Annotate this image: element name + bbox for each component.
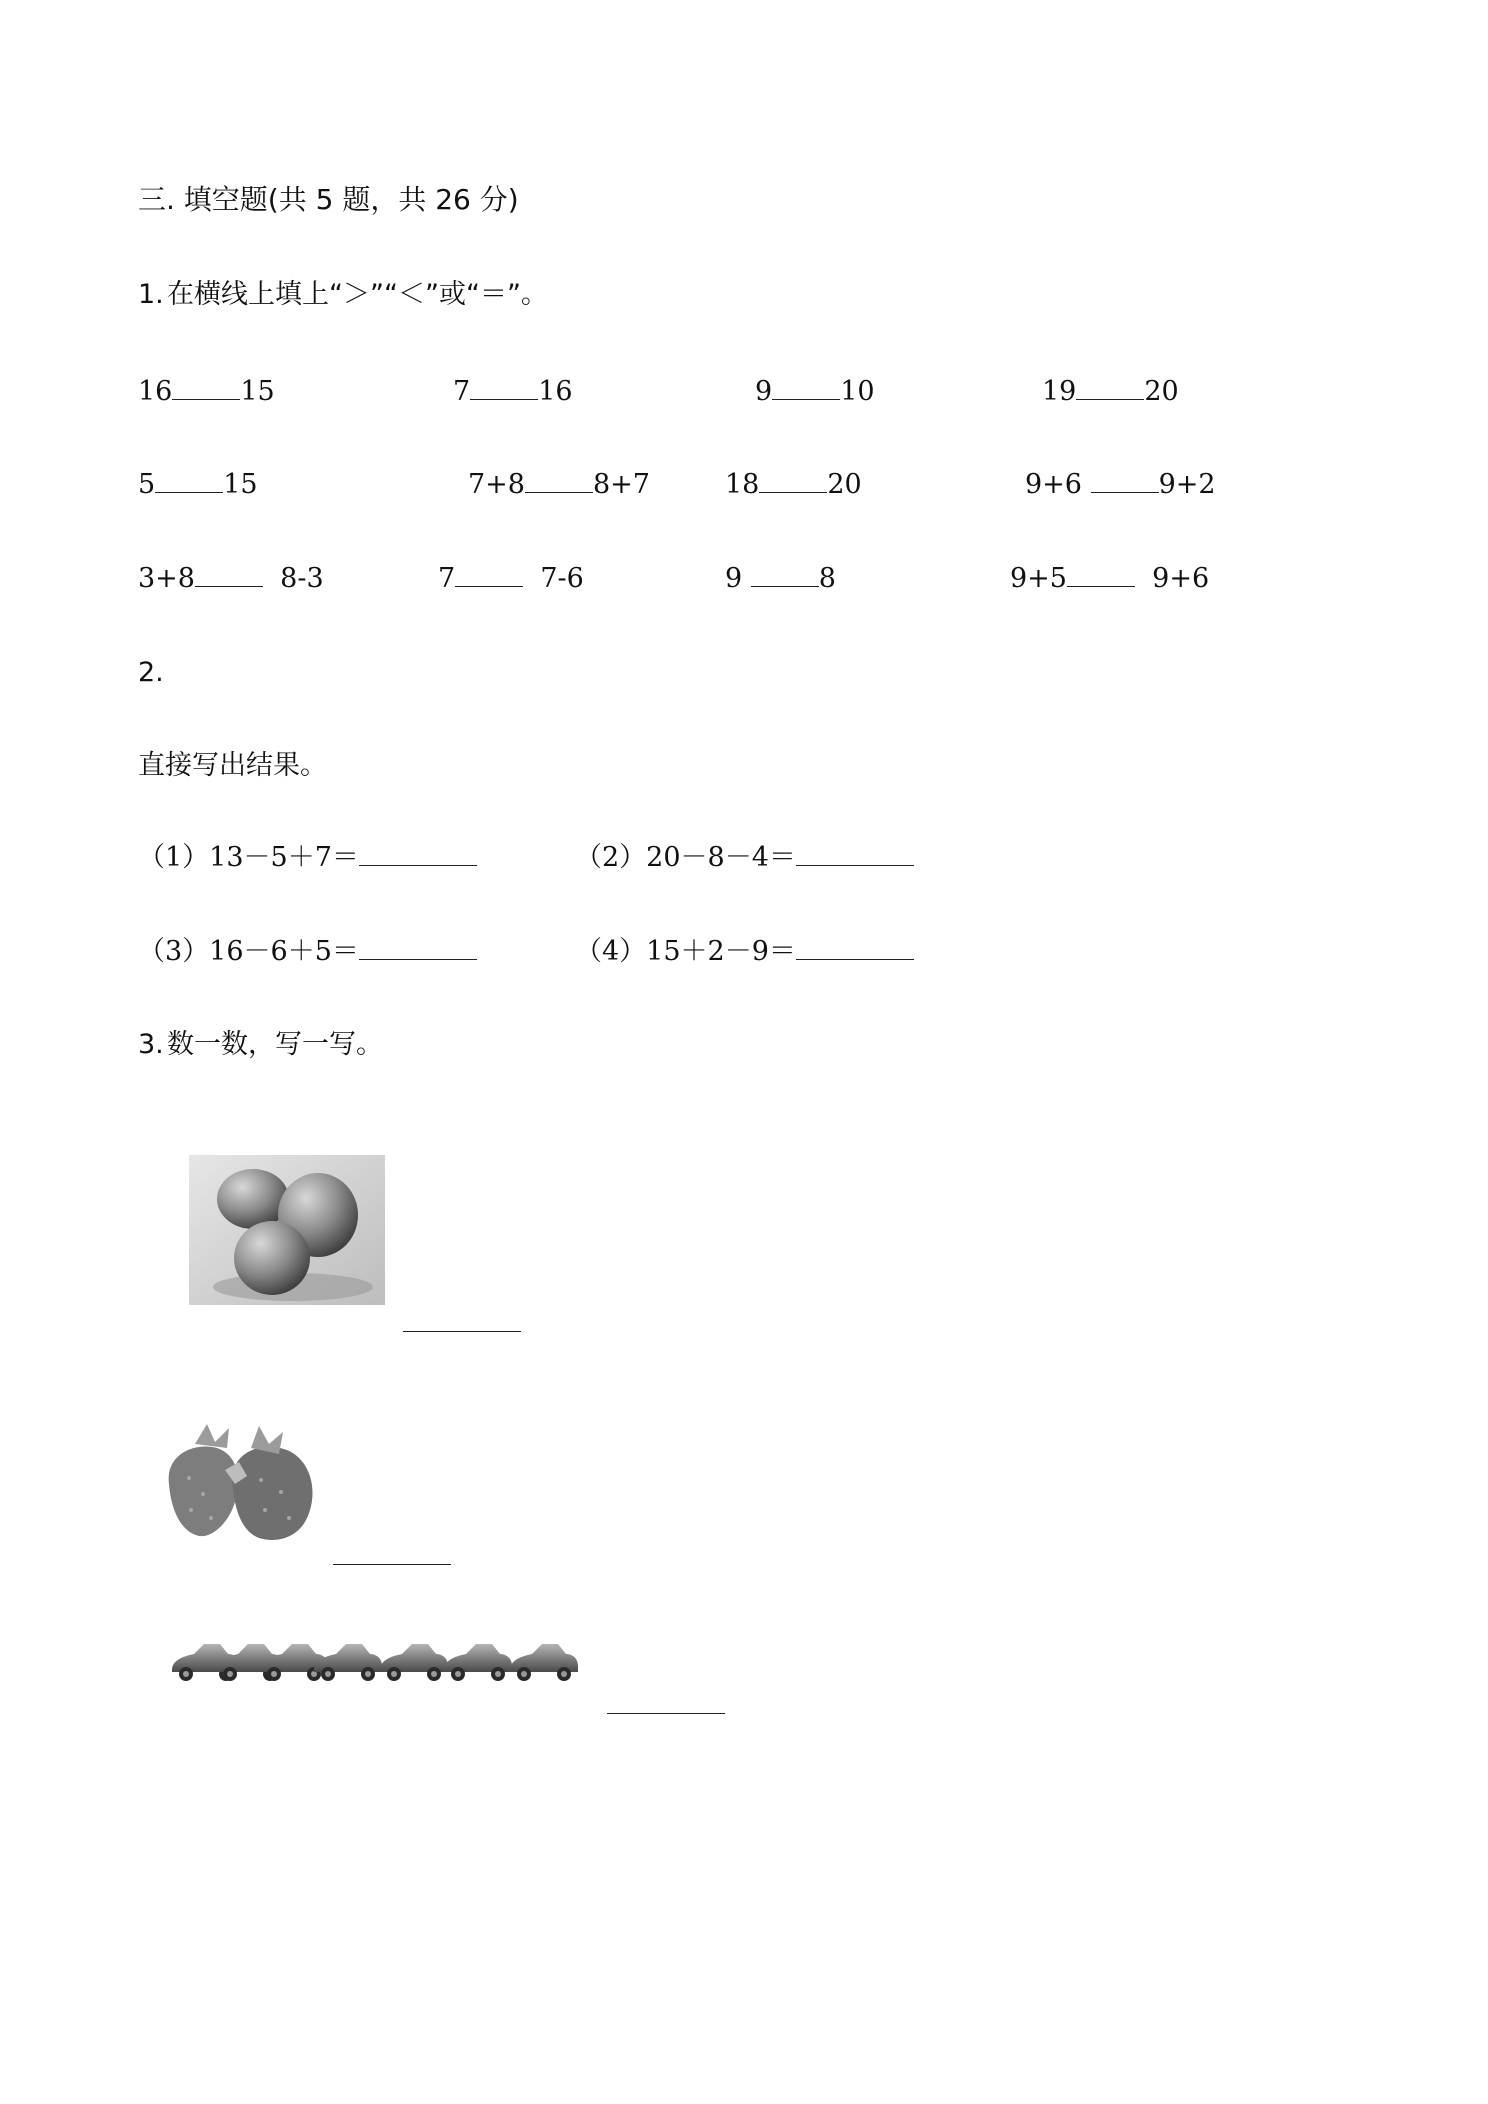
answer-blank[interactable] (172, 377, 240, 400)
q2-item: （4）15＋2－9＝ (575, 937, 914, 965)
section-title: 三. 填空题(共 5 题，共 26 分) (138, 183, 519, 216)
q1-item: 3+8 8-3 (138, 563, 324, 594)
answer-blank[interactable] (607, 1713, 725, 1714)
strawberry-icon (169, 1447, 238, 1537)
q3-prompt: 数一数，写一写。 (167, 1029, 383, 1060)
q2-item: （1）13－5＋7＝ (138, 843, 477, 871)
q1-item: 9+5 9+6 (1010, 563, 1210, 594)
car-icon (510, 1644, 578, 1681)
q2-item: （2）20－8－4＝ (575, 843, 914, 871)
strawberry-icon (232, 1447, 312, 1540)
q1-item: 7 7-6 (438, 563, 584, 594)
answer-blank[interactable] (359, 937, 477, 960)
q1-prompt: 在横线上填上“＞”“＜”或“＝”。 (167, 279, 548, 310)
car-icon (314, 1644, 382, 1681)
q1-item: 7 16 (453, 376, 573, 407)
q1-item: 9+6 9+2 (1025, 469, 1216, 500)
q1-item: 19 20 (1042, 376, 1179, 407)
q2-number: 2. (138, 657, 164, 688)
lemons-picture (189, 1155, 385, 1305)
answer-blank[interactable] (1076, 377, 1144, 400)
strawberries-picture (155, 1414, 323, 1544)
q2-item: （3）16－6＋5＝ (138, 937, 477, 965)
q1-item: 9 10 (755, 376, 875, 407)
answer-blank[interactable] (1067, 564, 1135, 587)
answer-blank[interactable] (359, 843, 477, 866)
answer-blank[interactable] (759, 470, 827, 493)
answer-blank[interactable] (470, 377, 538, 400)
lemon-icon (234, 1221, 310, 1295)
answer-blank[interactable] (751, 564, 819, 587)
q1-item: 7+8 8+7 (468, 469, 650, 500)
lemon-icon (217, 1169, 289, 1229)
q1-item: 18 20 (725, 469, 862, 500)
cars-picture (170, 1632, 590, 1692)
answer-blank[interactable] (796, 937, 914, 960)
car-icon (444, 1644, 512, 1681)
car-icon (380, 1644, 448, 1681)
answer-blank[interactable] (403, 1331, 521, 1332)
q1-item: 9 8 (725, 563, 836, 594)
answer-blank[interactable] (796, 843, 914, 866)
answer-blank[interactable] (525, 470, 593, 493)
answer-blank[interactable] (1091, 470, 1159, 493)
answer-blank[interactable] (333, 1564, 451, 1565)
answer-blank[interactable] (195, 564, 263, 587)
q1-number: 1. (138, 279, 164, 310)
q1-item: 16 15 (138, 376, 275, 407)
answer-blank[interactable] (772, 377, 840, 400)
q3-number: 3. (138, 1029, 164, 1060)
answer-blank[interactable] (155, 470, 223, 493)
q1-item: 5 15 (138, 469, 258, 500)
answer-blank[interactable] (455, 564, 523, 587)
q2-prompt: 直接写出结果。 (138, 750, 327, 781)
